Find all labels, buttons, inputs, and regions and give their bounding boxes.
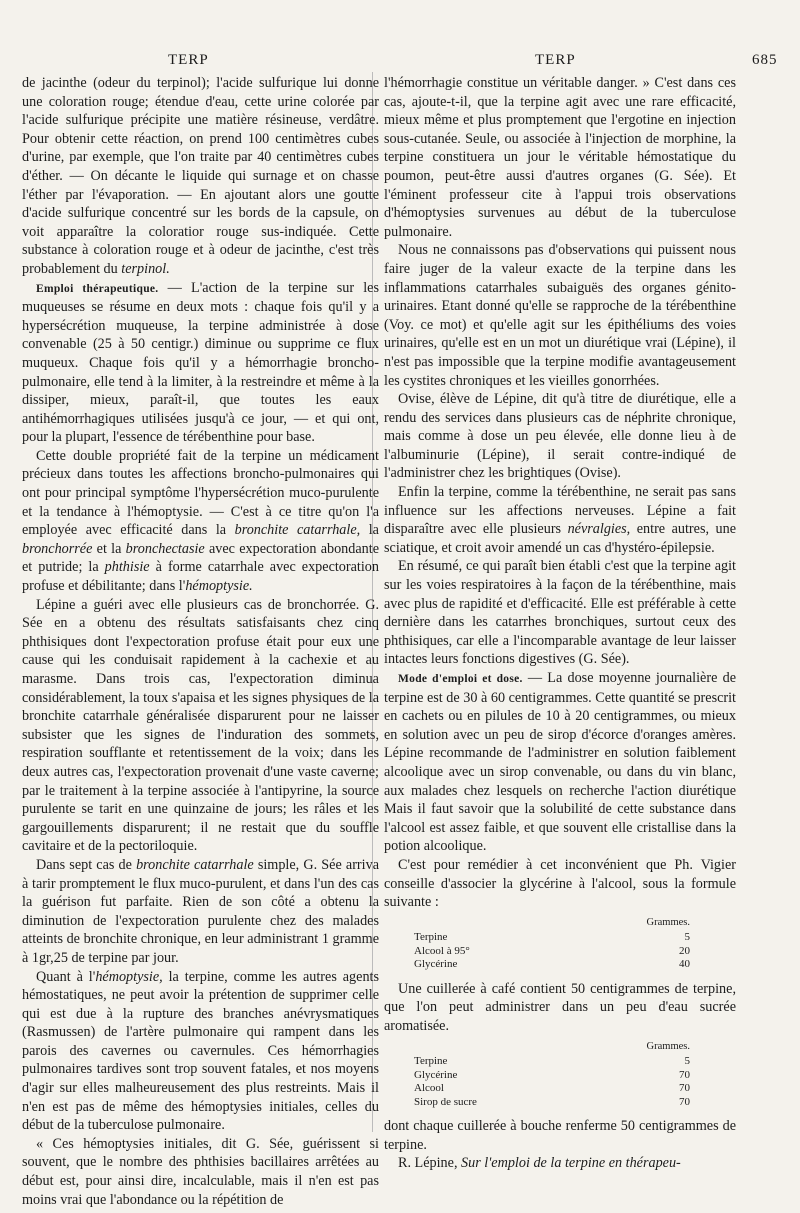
paragraph: dont chaque cuillerée à bouche renferme 50 centigrammes de terpine. (384, 1118, 736, 1153)
paragraph: En résumé, ce qui paraît bien établi c'est que la terpine agit sur les voies respiratoires à la façon de la térébenthine, mais avec plus de rapidité et d'efficacité. Elle est préférable à cette dernière dans les catarrhes bronchiques, surtout ceux des phthisiques, car elle a l'incomparable avantage de leur laisser intactes leurs fonctions digestives (G. Sée). (384, 558, 736, 668)
table-row: Glycérine 70 (414, 1068, 690, 1081)
paragraph: Enfin la terpine, comme la térébenthine, ne serait pas sans influence sur les affections nerveuses. Lépine a fait disparaître avec elle plusieurs névralgies, entre autres, une sciatique, et croit avoir amendé un cas d'hystéro-épilepsie. (384, 484, 736, 556)
table-row: Alcool 70 (414, 1082, 690, 1094)
paragraph: Dans sept cas de bronchite catarrhale simple, G. Sée arriva à tarir promptement le flux muco-purulent, et dans l'un des cas la guérison fut parfaite. Rien de son côté a obtenu la diminution de l'expectoration purulente chez des malades atteints de bronchite chronique, en leur administrant 1 gramme à 1gr,25 de terpine par jour. (22, 856, 379, 966)
paragraph: Lépine a guéri avec elle plusieurs cas de bronchorrée. G. Sée en a obtenu des résultats satisfaisants chez cinq phthisiques dont l'expectoration profuse était pour eux une cause qui les conduisait rapidement à la cachexie et au marasme. Dans trois cas, l'expectoration diminua considérablement, la toux s'apaisa et les signes physiques de la bronchite catarrhale généralisée disparurent pour ne laisser subsister que les signes de l'induration des sommets, respiration soufflante et retentissement de la voix; dans les deux autres cas, l'expectoration provenait d'une vaste caverne; par le traitement à la terpine associée à l'antipyrine, la source purulente se tarit en une quinzaine de jours; les râles et les gargouillements disparurent; il ne restait que du souffle cavitaire et de la pectoriloquie. (22, 596, 379, 855)
paragraph: C'est pour remédier à cet inconvénient que Ph. Vigier conseille d'associer la glycérine à l'alcool, sous la formule suivante : (384, 856, 736, 911)
unit-header: Grammes. (646, 916, 690, 928)
unit-header: Grammes. (646, 1040, 690, 1052)
table-row: Sirop de sucre 70 (414, 1095, 690, 1108)
citation: R. Lépine, Sur l'emploi de la terpine en thérapeu- (398, 1155, 681, 1172)
paragraph: « Ces hémoptysies initiales, dit G. Sée, guérissent si souvent, que le nombre des phthisies bacillaires arrêtées au début est, pour ainsi dire, incalculable, mais il n'en est pas moins vrai que l'abondance ou la répétition de (22, 1135, 379, 1208)
table-row: Alcool à 95° 20 (414, 944, 690, 957)
section-heading: Emploi thérapeutique. (36, 282, 159, 295)
formula-table-1 (414, 916, 690, 972)
paragraph: Une cuillerée à café contient 50 centigrammes de terpine, que l'on peut administrer dans un peu d'eau sucrée aromatisée. (384, 980, 736, 1034)
paragraph: Nous ne connaissons pas d'observations qui puissent nous faire juger de la valeur exacte de la terpine dans les inflammations catarrhales subaiguës des organes génito-urinaires. Etant donné qu'elle se rapproche de la térébenthine (Voy. ce mot) et qu'elle agit sur les épithéliums des voies urinaires, qu'elle est en un mot un diurétique vrai (Lépine), il n'est pas impossible que la terpine modifie avantageusement les cystites chroniques et les vieilles gonorrhées. (384, 242, 736, 389)
section-heading: Mode d'emploi et dose. (398, 673, 523, 685)
formula-table-2 (414, 1040, 690, 1110)
left-column (22, 74, 379, 1209)
paragraph: Emploi thérapeutique. — L'action de la terpine sur les muqueuses se résume en deux mots : chaque fois qu'il y a hypersécrétion muqueuse, la terpine administrée à dose convenable (25 à 50 centigr.) diminue ou supprime ce flux muqueux. Chaque fois qu'il y a hémorrhagie broncho-pulmonaire, elle tend à la limiter, à la restreindre et même à la dissiper, mieux, paraît-il, que toutes les eaux antihémorrhagiques utilisées jusqu'à ce jour, — et qui ont, pour la plupart, l'essence de térébenthine pour base. (22, 279, 379, 446)
paragraph: Mode d'emploi et dose. — La dose moyenne journalière de terpine est de 30 à 60 centigrammes. Cette quantité se prescrit en cachets ou en pilules de 10 à 20 centigrammes, ou mieux en solution avec un peu de sirop d'écorce d'oranges amères. Lépine recommande de l'administrer en solution faiblement alcoolique avec un sirop convenable, ou dans du vin blanc, aux malades chez lesquels on recherche l'action diurétique Mais il faut savoir que la solubilité de cette substance dans l'alcool est assez faible, et que souvent elle cristallise dans la potion alcoolique. (384, 670, 736, 855)
paragraph: de jacinthe (odeur du terpinol); l'acide sulfurique lui donne une coloration rouge; étendue d'eau, cette urine colorée par l'acide sulfurique précipite une matière résineuse, verdâtre. Pour obtenir cette réaction, on prend 100 centimètres cubes d'urine, par exemple, que l'on traite par 40 centimètres cubes d'éther. — On décante le liquide qui surnage et on chasse l'éther par l'évaporation. — En ajoutant alors une goutte d'acide sulfurique concentré sur les bords de la capsule, on voit apparaître la coloratior rouge sus-indiquée. Cette substance à coloration rouge et à odeur de jacinthe, c'est très probablement du terpinol. (22, 75, 379, 277)
running-head-right: TERP (535, 52, 576, 68)
paragraph: l'hémorrhagie constitue un véritable danger. » C'est dans ces cas, ajoute-t-il, que la terpine agit avec une rare efficacité, mieux même et plus promptement que l'ergotine en injection sous-cutanée. Seule, ou associée à l'injection de morphine, la terpine constituera un jour le véritable hémostatique du poumon, peut-être aussi d'autres organes (G. Sée). Et l'éminent professeur cite à l'appui trois observations d'hémoptysies survenues au début de la tuberculose pulmonaire. (384, 75, 736, 240)
running-head-left: TERP (168, 52, 209, 68)
table-row: Terpine 5 (414, 931, 690, 944)
table-row: Glycérine 40 (414, 958, 690, 971)
paragraph: Ovise, élève de Lépine, dit qu'à titre de diurétique, elle a rendu des services dans plusieurs cas de néphrite chronique, mais comme à dose un peu élevée, elle donne lieu à de l'albuminurie (Lépine), il serait contre-indiqué de l'administrer chez les brightiques (Ovise). (384, 391, 736, 482)
page-number: 685 (752, 52, 778, 68)
table-row: Terpine 5 (414, 1055, 690, 1067)
paragraph: Quant à l'hémoptysie, la terpine, comme les autres agents hémostatiques, ne peut avoir la prétention de supprimer celle qui est due à la rupture des branches anévrysmatiques (Rasmussen) de l'artère pulmonaire qui rampent dans les parois des cavernes ou cavernules. Ces hémorrhagies pulmonaires tardives sont trop souvent fatales, et nos moyens d'agir sur elles malheureusement des plus restreints. Mais il n'en est pas de même des hémoptysies initiales, celles du début de la tuberculose pulmonaire. (22, 968, 379, 1134)
paragraph: Cette double propriété fait de la terpine un médicament précieux dans toutes les affections broncho-pulmonaires qui ont pour principal symptôme l'hypersécrétion muco-purulente et la tendance à l'hémoptysie. — C'est à ce titre qu'on l'a employée avec efficacité dans la bronchite catarrhale, la bronchorrée et la bronchectasie avec expectoration abondante et putride; la phthisie à forme catarrhale avec expectoration profuse et débilitante; dans l'hémoptysie. (22, 447, 380, 595)
right-column (384, 74, 736, 1173)
